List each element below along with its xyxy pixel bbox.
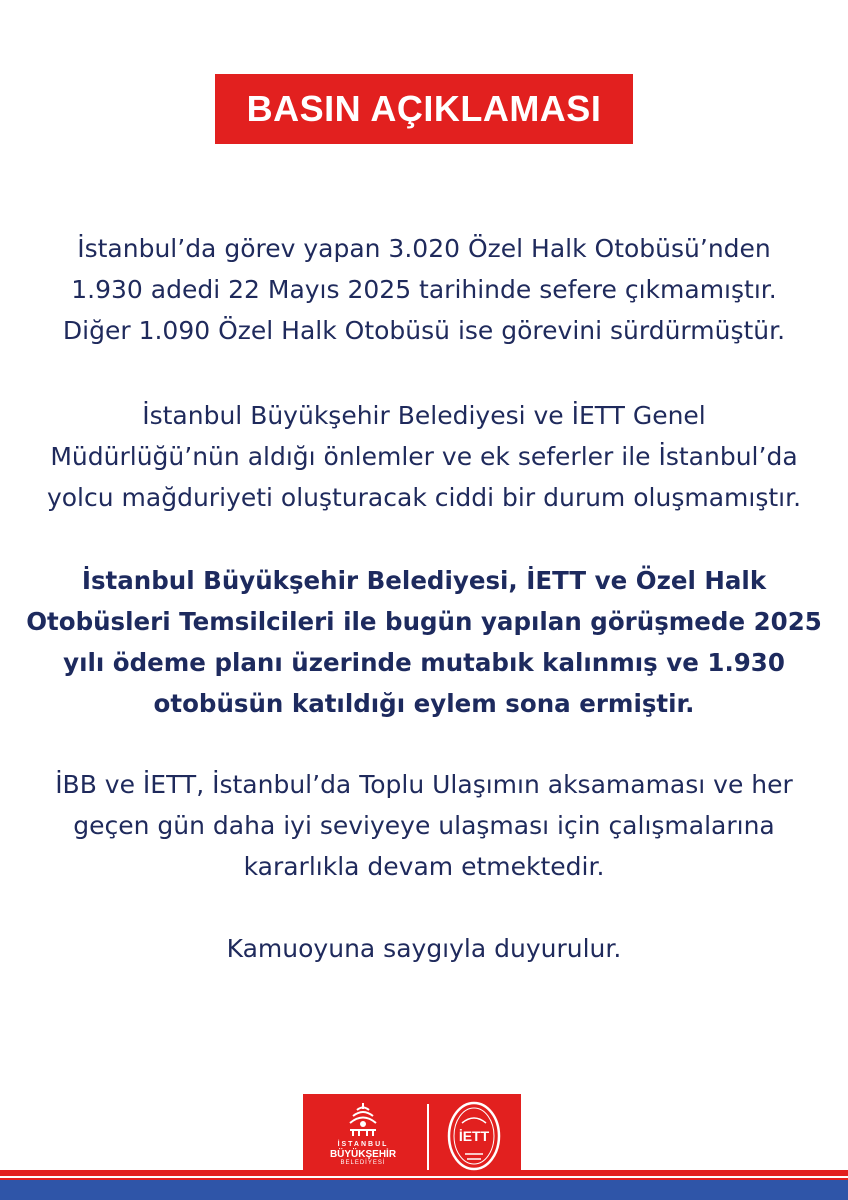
text-line: İstanbul Büyükşehir Belediyesi, İETT ve Özel Halk — [81, 566, 767, 595]
footer-blue-stripe — [0, 1180, 848, 1200]
text-line: Kamuoyuna saygıyla duyurulur. — [226, 934, 622, 963]
ibb-logo-line3: BELEDİYESİ — [340, 1160, 386, 1166]
paragraph-measures — [20, 395, 828, 518]
text-line: yolcu mağduriyeti oluşturacak ciddi bir durum oluşmamıştır. — [46, 483, 802, 512]
text-line: 1.930 adedi 22 Mayıs 2025 tarihinde sefere çıkmamıştır. — [71, 275, 777, 304]
text-line: otobüsün katıldığı eylem sona ermiştir. — [153, 689, 695, 718]
iett-logo-text: İETT — [458, 1128, 490, 1144]
paragraph-bus-count — [20, 228, 828, 351]
paragraph-closing — [20, 928, 828, 969]
text-line: Otobüsleri Temsilcileri ile bugün yapılan görüşmede 2025 — [26, 607, 822, 636]
ibb-logo — [313, 1100, 413, 1172]
text-line: yılı ödeme planı üzerinde mutabık kalınmış ve 1.930 — [63, 648, 785, 677]
ibb-logo-line2: BÜYÜKŞEHİR — [329, 1149, 397, 1160]
text-line: İstanbul’da görev yapan 3.020 Özel Halk Otobüsü’nden — [77, 234, 771, 263]
text-line: Diğer 1.090 Özel Halk Otobüsü ise görevini sürdürmüştür. — [62, 316, 786, 345]
paragraph-agreement — [20, 560, 828, 724]
text-line: geçen gün daha iyi seviyeye ulaşması için çalışmalarına — [73, 811, 775, 840]
page-title: BASIN AÇIKLAMASI — [246, 88, 602, 129]
ibb-logo-line1: İSTANBUL — [337, 1141, 389, 1148]
footer-divider — [427, 1104, 429, 1170]
text-line: İBB ve İETT, İstanbul’da Toplu Ulaşımın aksamaması ve her — [55, 770, 793, 799]
paragraph-commitment — [20, 764, 828, 887]
text-line: kararlıkla devam etmektedir. — [243, 852, 605, 881]
ibb-emblem-icon — [343, 1100, 383, 1140]
text-line: Müdürlüğü’nün aldığı önlemler ve ek seferler ile İstanbul’da — [50, 442, 798, 471]
text-line: İstanbul Büyükşehir Belediyesi ve İETT Genel — [142, 401, 706, 430]
press-release-title-box — [215, 74, 633, 144]
